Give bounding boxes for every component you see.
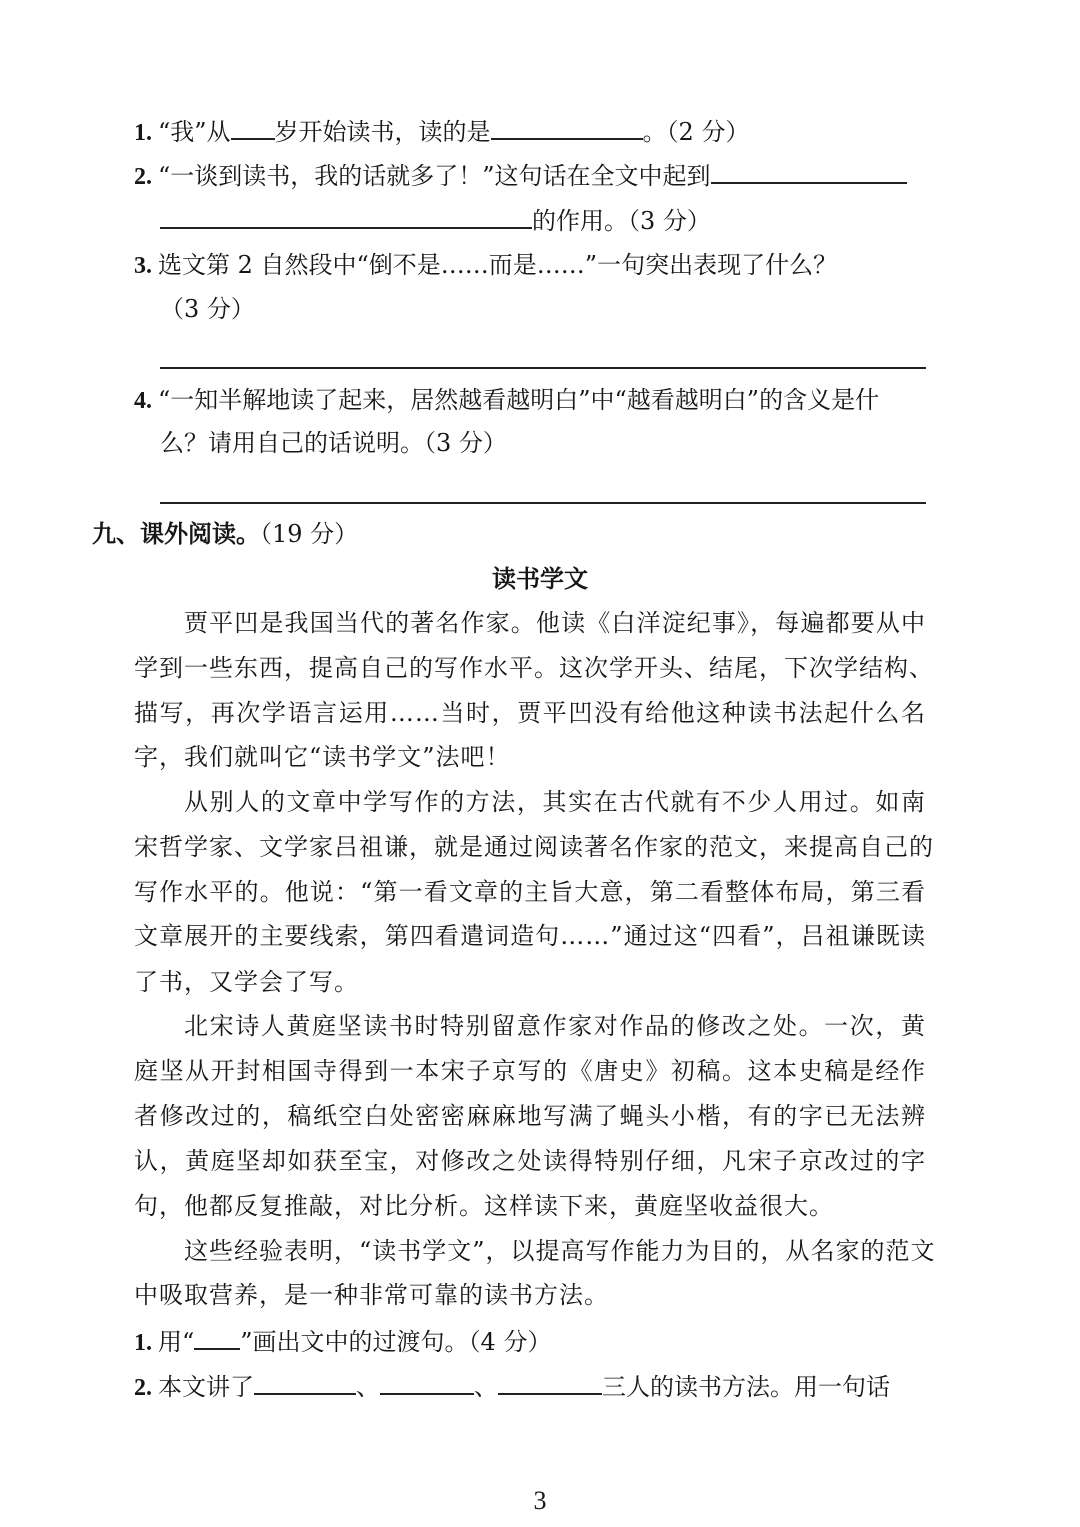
question-2-cont: 的作用。（3 分） <box>160 203 711 237</box>
fill-blank-function-1[interactable] <box>711 158 907 184</box>
paragraph-1-line: 描写，再次学语言运用……当时，贾平凹没有给他这种读书法起什么名 <box>134 699 926 727</box>
underline-sample <box>194 1324 240 1350</box>
paragraph-3-line: 句，他都反复推敲，对比分析。这样读下来，黄庭坚收益很大。 <box>134 1192 834 1220</box>
paragraph-3-line: 者修改过的，稿纸空白处密密麻麻地写满了蝇头小楷，有的字已无法辨 <box>134 1102 926 1130</box>
article-title: 读书学文 <box>492 565 588 593</box>
paragraph-4-line: 这些经验表明，“读书学文”，以提高写作能力为目的，从名家的范文 <box>184 1237 936 1265</box>
paragraph-2-line: 宋哲学家、文学家吕祖谦，就是通过阅读著名作家的范文，来提高自己的 <box>134 833 934 861</box>
question-3: 3. 选文第 2 自然段中“倒不是……而是……”一句突出表现了什么？ <box>134 251 838 279</box>
question-3-points: （3 分） <box>160 295 255 323</box>
paragraph-1-line: 学到一些东西，提高自己的写作水平。这次学开头、结尾，下次学结构、 <box>134 654 934 682</box>
paragraph-2-line: 从别人的文章中学写作的方法，其实在古代就有不少人用过。如南 <box>184 788 926 816</box>
paragraph-3-line: 北宋诗人黄庭坚读书时特别留意作家对作品的修改之处。一次，黄 <box>184 1012 926 1040</box>
question-b1: 1. 用“ ”画出文中的过渡句。（4 分） <box>134 1324 551 1359</box>
fill-blank-function-2[interactable] <box>160 203 532 229</box>
answer-line-q3[interactable] <box>160 367 926 369</box>
question-4: 4. “一知半解地读了起来，居然越看越明白”中“越看越明白”的含义是什 <box>134 386 880 414</box>
paragraph-2-line: 写作水平的。他说：“第一看文章的主旨大意，第二看整体布局，第三看 <box>134 878 926 906</box>
fill-blank-person-2[interactable] <box>380 1369 474 1395</box>
paragraph-1-line: 贾平凹是我国当代的著名作家。他读《白洋淀纪事》，每遍都要从中 <box>184 609 926 637</box>
fill-blank-person-3[interactable] <box>498 1369 602 1395</box>
question-b2: 2. 本文讲了 、 、 三人的读书方法。用一句话 <box>134 1369 890 1404</box>
question-1: 1. “我”从 岁开始读书，读的是 。（2 分） <box>134 114 749 149</box>
paragraph-2-line: 了书，又学会了写。 <box>134 968 359 996</box>
paragraph-3-line: 庭坚从开封相国寺得到一本宋子京写的《唐史》初稿。这本史稿是经作 <box>134 1057 926 1085</box>
paragraph-2-line: 文章展开的主要线索，第四看遣词造句……”通过这“四看”，吕祖谦既读 <box>134 922 926 950</box>
paragraph-4-line: 中吸取营养，是一种非常可靠的读书方法。 <box>134 1281 609 1309</box>
question-4-cont: 么？请用自己的话说明。（3 分） <box>160 429 507 457</box>
page-number: 3 <box>533 1486 547 1515</box>
section-title: 九、课外阅读。（19 分） <box>92 520 359 548</box>
fill-blank-age[interactable] <box>231 114 275 140</box>
fill-blank-book[interactable] <box>491 114 643 140</box>
answer-line-q4[interactable] <box>160 502 926 504</box>
paragraph-1-line: 字，我们就叫它“读书学文”法吧！ <box>134 743 511 771</box>
fill-blank-person-1[interactable] <box>254 1369 356 1395</box>
paragraph-3-line: 认，黄庭坚却如获至宝，对修改之处读得特别仔细，凡宋子京改过的字 <box>134 1147 926 1175</box>
question-2: 2. “一谈到读书，我的话就多了！”这句话在全文中起到 <box>134 158 907 193</box>
